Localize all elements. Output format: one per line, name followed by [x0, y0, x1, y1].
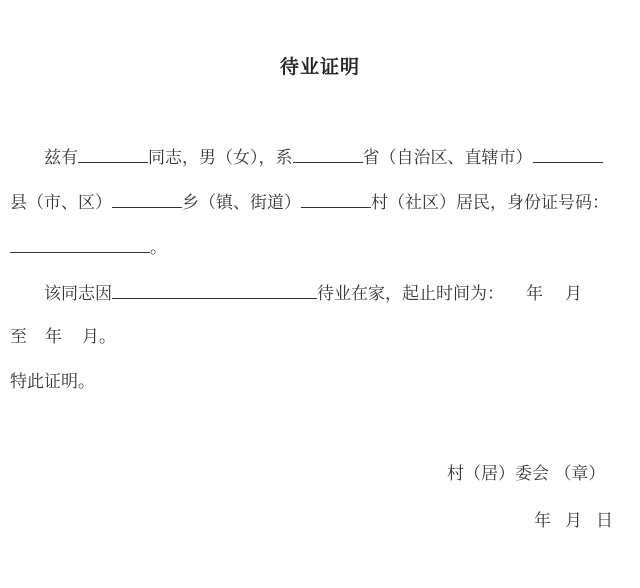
paragraph-line-2 [10, 191, 609, 214]
text-segment: 村（社区）居民，身份证号码： [371, 193, 609, 213]
date-day-label: 日 [596, 511, 613, 531]
closing-statement: 特此证明。 [10, 372, 95, 392]
fill-blank-province [293, 146, 363, 163]
paragraph-line-3 [10, 236, 167, 259]
fill-blank-city [533, 146, 603, 163]
text-segment: 待业在家，起止时间为： [317, 284, 504, 304]
paragraph-line-4 [44, 282, 582, 305]
fill-blank-name [78, 146, 148, 163]
fill-blank-county [112, 191, 182, 208]
text-segment: 。 [150, 238, 167, 258]
fill-blank-town [301, 191, 371, 208]
end-month-label: 月。 [82, 327, 116, 347]
text-segment: 至 [10, 327, 27, 347]
document-title: 待业证明 [279, 56, 360, 78]
paragraph-line-5 [10, 326, 116, 348]
end-year-label: 年 [45, 327, 62, 347]
paragraph-line-1 [44, 146, 603, 169]
date-month-label: 月 [565, 511, 582, 531]
signature-date [534, 506, 613, 531]
text-segment: 省（自治区、直辖市） [362, 148, 533, 168]
text-segment: 县（市、区） [10, 193, 112, 213]
text-segment: 该同志因 [44, 284, 112, 304]
text-segment: 乡（镇、街道） [182, 193, 301, 213]
fill-blank-id-number [10, 236, 150, 253]
text-segment: 兹有 [44, 148, 78, 168]
text-segment: 同志，男（女），系 [148, 148, 293, 168]
start-year-label: 年 [526, 284, 543, 304]
issuing-organization: 村（居）委会 （章） [447, 464, 606, 484]
date-year-label: 年 [534, 511, 551, 531]
start-month-label: 月 [565, 284, 582, 304]
fill-blank-reason [112, 282, 317, 299]
